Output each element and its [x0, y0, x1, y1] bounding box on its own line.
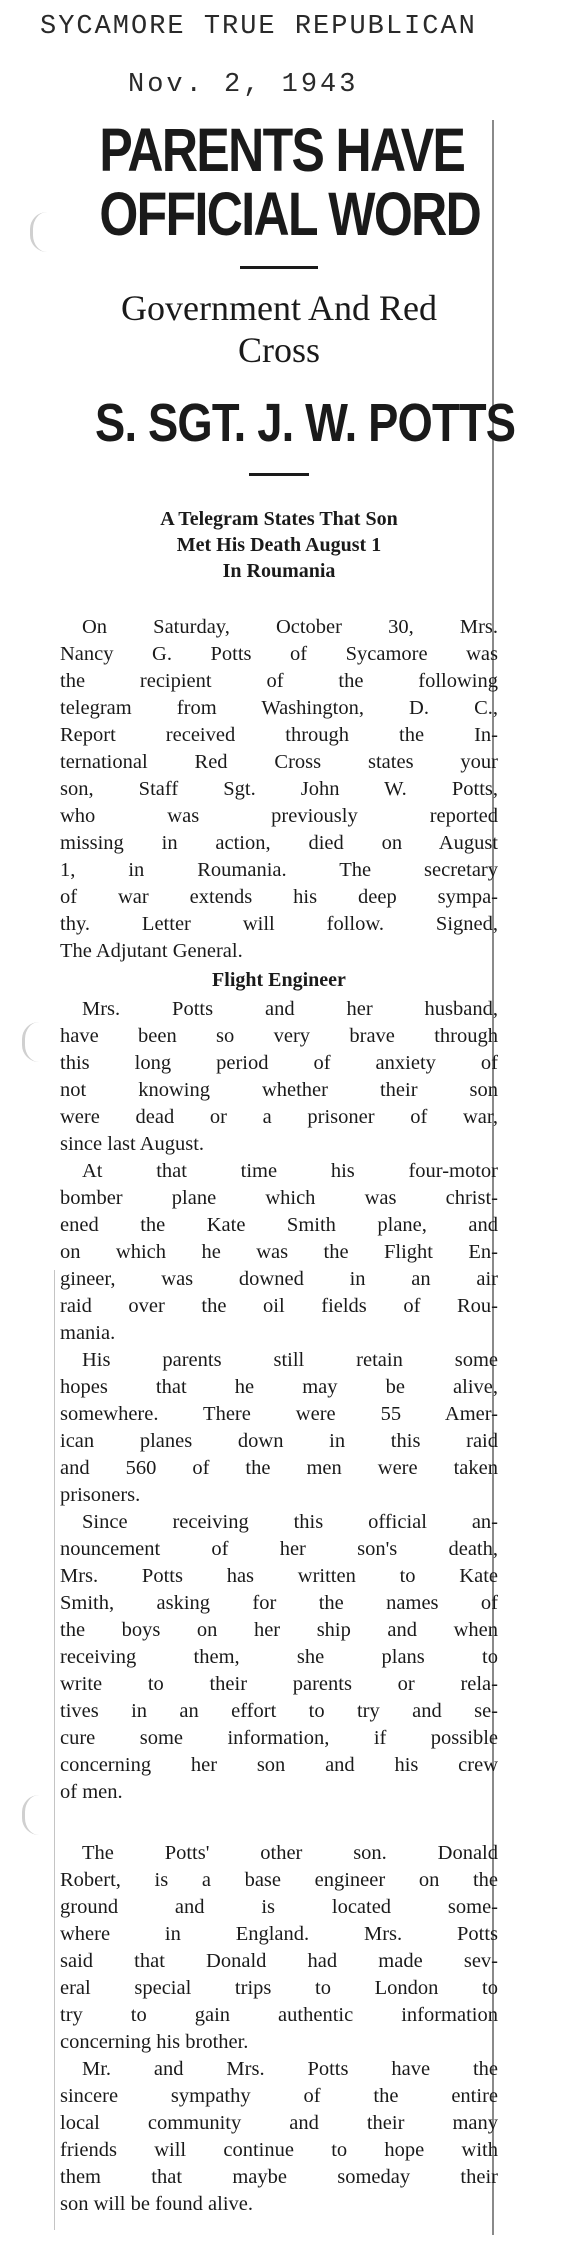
text-line: ened the Kate Smith plane, and [60, 1214, 498, 1236]
text-line: Smith, asking for the names of [60, 1592, 498, 1614]
deck-line: A Telegram States That Son [160, 508, 398, 530]
text-line: Mr. and Mrs. Potts have the [82, 2058, 498, 2080]
text-line: where in England. Mrs. Potts [60, 1923, 498, 1945]
text-line: son, Staff Sgt. John W. Potts, [60, 778, 498, 800]
text-line: this long period of anxiety of [60, 1052, 498, 1074]
deck-line: In Roumania [222, 560, 336, 582]
text-line: telegram from Washington, D. C., [60, 697, 498, 719]
text-line: The Adjutant General. [60, 940, 243, 962]
text-line: sincere sympathy of the entire [60, 2085, 498, 2107]
text-line: Robert, is a base engineer on the [60, 1869, 498, 1891]
punch-hole-mark [22, 1795, 39, 1835]
article-body [60, 614, 498, 2218]
text-line: eral special trips to London to [60, 1977, 498, 1999]
text-line: ground and is located some- [60, 1896, 498, 1918]
headline-rule [240, 266, 318, 269]
subheadline [60, 287, 498, 371]
text-line: Mrs. Potts and her husband, [82, 998, 498, 1020]
headline-line: PARENTS HAVE [99, 116, 465, 184]
text-line: gineer, was downed in an air [60, 1268, 498, 1290]
text-line: the boys on her ship and when [60, 1619, 498, 1641]
text-line: somewhere. There were 55 Amer- [60, 1403, 498, 1425]
subheadline-line: Government And Red [121, 288, 437, 328]
deck-line: Met His Death August 1 [176, 534, 382, 556]
text-line: bomber plane which was christ- [60, 1187, 498, 1209]
column-rule-left [54, 1270, 55, 2230]
headline [99, 116, 481, 248]
text-line: cure some information, if possible [60, 1727, 498, 1749]
headline-line: OFFICIAL WORD [99, 180, 481, 248]
text-line: ternational Red Cross states your [60, 751, 498, 773]
paragraph [60, 614, 498, 965]
text-line: friends will continue to hope with [60, 2139, 498, 2161]
text-line: who was previously reported [60, 805, 498, 827]
text-line: On Saturday, October 30, Mrs. [82, 616, 498, 638]
text-line: son will be found alive. [60, 2193, 254, 2215]
text-line: missing in action, died on August [60, 832, 498, 854]
text-line: His parents still retain some [82, 1349, 498, 1371]
paragraph [60, 1840, 498, 2056]
text-line: nouncement of her son's death, [60, 1538, 498, 1560]
text-line: concerning her son and his crew [60, 1754, 498, 1776]
text-line: said that Donald had made sev- [60, 1950, 498, 1972]
text-line: of men. [60, 1781, 123, 1803]
text-line: The Potts' other son. Donald [82, 1842, 498, 1864]
text-line: tives in an effort to try and se- [60, 1700, 498, 1722]
text-line: were dead or a prisoner of war, [60, 1106, 498, 1128]
text-line: thy. Letter will follow. Signed, [60, 913, 498, 935]
punch-hole-mark [22, 1022, 39, 1062]
text-line: Nancy G. Potts of Sycamore was [60, 643, 498, 665]
paragraph [60, 996, 498, 1158]
punch-hole-mark [30, 212, 47, 252]
text-line: write to their parents or rela- [60, 1673, 498, 1695]
text-line: and 560 of the men were taken [60, 1457, 498, 1479]
subheadline-line: Cross [237, 330, 321, 370]
text-line: raid over the oil fields of Rou- [60, 1295, 498, 1317]
name-rule [249, 473, 309, 476]
text-line: hopes that he may be alive, [60, 1376, 498, 1398]
text-line: of war extends his deep sympa- [60, 886, 498, 908]
text-line: try to gain authentic information [60, 2004, 498, 2026]
clipping-date: Nov. 2, 1943 [128, 70, 359, 100]
paragraph [60, 1509, 498, 1806]
text-line: 1, in Roumania. The secretary [60, 859, 498, 881]
text-line: them that maybe someday their [60, 2166, 498, 2188]
deck [60, 506, 498, 584]
paragraph [60, 1158, 498, 1347]
text-line: Report received through the In- [60, 724, 498, 746]
newspaper-name: SYCAMORE TRUE REPUBLICAN [40, 12, 477, 42]
text-line: have been so very brave through [60, 1025, 498, 1047]
section-heading: Flight Engineer [212, 969, 346, 991]
text-line: on which he was the Flight En- [60, 1241, 498, 1263]
text-line: At that time his four-motor [82, 1160, 498, 1182]
article [60, 116, 516, 2218]
text-line: prisoners. [60, 1484, 141, 1506]
text-line: concerning his brother. [60, 2031, 249, 2053]
text-line: ican planes down in this raid [60, 1430, 498, 1452]
name-headline: S. SGT. J. W. POTTS [95, 393, 516, 453]
paragraph [60, 2056, 498, 2218]
text-line: since last August. [60, 1133, 205, 1155]
text-line: Since receiving this official an- [82, 1511, 498, 1533]
paragraph-gap [60, 1806, 498, 1840]
text-line: Mrs. Potts has written to Kate [60, 1565, 498, 1587]
text-line: mania. [60, 1322, 116, 1344]
paragraph [60, 1347, 498, 1509]
text-line: receiving them, she plans to [60, 1646, 498, 1668]
text-line: local community and their many [60, 2112, 498, 2134]
text-line: the recipient of the following [60, 670, 498, 692]
text-line: not knowing whether their son [60, 1079, 498, 1101]
